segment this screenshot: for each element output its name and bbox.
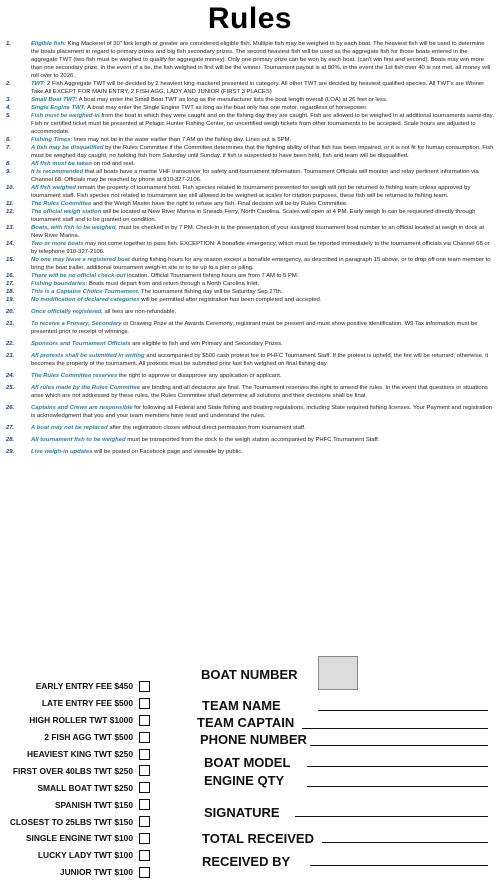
rule-body: Boats must depart from and return through a North Carolina Inlet. — [87, 281, 260, 287]
rule-lead: Once officially registered, — [31, 309, 103, 315]
rule-body: location. Official Tournament fishing hours are from 7 AM to 5 PM. — [125, 273, 299, 279]
fee-option — [0, 813, 150, 830]
rule-lead: Fish must be weighed-in — [31, 113, 100, 119]
fee-label: SINGLE ENGINE TWT $100 — [25, 833, 133, 844]
rule-number: 29. — [6, 449, 15, 455]
rule-body: The tournament fishing day will be Saturday Sep 27th. — [139, 289, 283, 295]
rule-body: must be transported from the dock to the weigh station accompanied by PHFC Tournament Staff. — [125, 437, 380, 443]
rule-number: 27. — [6, 425, 15, 431]
fee-checkbox[interactable] — [139, 867, 150, 878]
rule-item — [6, 296, 494, 304]
fee-checkbox[interactable] — [139, 715, 150, 726]
rule-text — [31, 448, 494, 456]
rule-lead: Captains and Crews are responsible — [31, 405, 133, 411]
rule-body: all fees are non-refundable. — [102, 309, 177, 315]
rule-body: and accompanied by $500 cash protest fee to PHFC Tournament Staff. If the protest is upheld, the fee will be returned; otherwise, it becomes the property of the tournament. All protests must be submitted prior last fish weighed on final fishing day. — [31, 353, 489, 367]
rule-lead: This is a Captains Choice Tournament. — [31, 289, 140, 295]
fee-label: HIGH ROLLER TWT $1000 — [29, 715, 133, 726]
rule-text — [31, 40, 494, 80]
rule-item — [6, 112, 494, 136]
rule-number: 13. — [6, 225, 15, 231]
phone-number-label: PHONE NUMBER — [200, 732, 307, 747]
fee-option — [0, 695, 150, 712]
fee-checkbox[interactable] — [139, 698, 150, 709]
boat-model-label: BOAT MODEL — [204, 755, 291, 770]
rule-lead: TWT: — [31, 81, 46, 87]
rule-item — [6, 256, 494, 272]
rule-number: 11. — [6, 201, 14, 207]
boat-number-label: BOAT NUMBER — [201, 667, 298, 682]
phone-number-line[interactable] — [310, 745, 488, 746]
boat-number-box[interactable] — [318, 656, 358, 690]
fee-checkbox[interactable] — [139, 732, 150, 743]
rule-lead: Eligible fish: — [31, 41, 67, 47]
rule-text — [31, 184, 494, 200]
rule-number: 7. — [6, 145, 11, 151]
fee-list — [0, 678, 150, 881]
rule-text — [31, 112, 494, 136]
rule-text — [31, 288, 494, 296]
rule-lead: All rules made by the Rules Committee — [31, 385, 141, 391]
rule-body: will be located at New River Marina in Sneads Ferry, North Carolina. Scales will open at 4 PM. Early weigh in can be requested directly through tournament staff and to be granted on condition. — [31, 209, 476, 223]
page-title: Rules — [207, 2, 293, 35]
rule-item — [6, 404, 494, 420]
fee-label: CLOSEST TO 25LBS TWT $150 — [9, 816, 133, 827]
team-captain-label: TEAM CAPTAIN — [197, 715, 295, 730]
rule-lead: There will be no official check-out — [31, 273, 126, 279]
fee-label: HEAVIEST KING TWT $250 — [27, 749, 133, 759]
rule-body: are eligible to fish and win Primary and Secondary Prizes. — [130, 341, 283, 347]
rule-body: during fishing hours for any reason except a bonafide emergency, as described in paragraph 15 above, or to drop off one team member to bring the boat trailer, additional tournament weigh-in site or to tie up to a pier or piling. — [31, 257, 491, 271]
rule-body: or Drawing Prize at the Awards Ceremony, registrant must be present and must show positive identification. W9 Tax information must be presented prior to receipt of winnings. — [31, 321, 478, 335]
fee-option — [0, 762, 150, 779]
rule-text — [31, 200, 494, 208]
rule-body: will be posted on Facebook page and viewable by public. — [92, 449, 243, 455]
rule-body: will be permitted after registration has been completed and accepted. — [139, 297, 322, 303]
rule-body: and the Weigh Master have the right to refuse any fish. Final decision will be by Rules Committee. — [91, 201, 348, 207]
fee-option — [0, 729, 150, 746]
rule-item — [6, 136, 494, 144]
rule-body: on rod and reel. — [91, 161, 135, 167]
fee-checkbox[interactable] — [139, 749, 150, 760]
rule-body: that all boats have a marine VHF transceiver for safety and tournament information. Tournament Officials will monitor and relay pertinent information via Channel 68. Officials may be reached by phone at 910-327-2106. — [31, 169, 479, 183]
rule-text — [31, 240, 494, 256]
rule-lead: Single Engine TWT: — [31, 105, 86, 111]
rule-lead: Boats, with fish to be weighed, — [31, 225, 118, 231]
fee-label: JUNIOR TWT $100 — [59, 867, 133, 878]
rule-item — [6, 104, 494, 112]
fee-label: EARLY ENTRY FEE $450 — [35, 681, 133, 692]
fee-label: SPANISH TWT $150 — [54, 799, 133, 810]
fee-checkbox[interactable] — [139, 681, 150, 692]
rule-lead: The official weigh station — [31, 209, 102, 215]
fee-label: 2 FISH AGG TWT $500 — [44, 732, 133, 743]
engine-qty-line[interactable] — [307, 786, 488, 787]
rule-text — [31, 320, 494, 336]
rule-body: are binding and all decisions are final. The Tournament reserves the right to amend the rules. In the event that questions or situations arise which are not addressed by these rules, the Rules Committee shall determine all solutions and their decisions shall be final. — [31, 385, 488, 399]
rule-lead: Two or more boats — [31, 241, 84, 247]
rule-text — [31, 104, 494, 112]
rule-text — [31, 96, 494, 104]
received-by-line[interactable] — [310, 865, 488, 866]
rule-item — [6, 272, 494, 280]
rule-number: 26. — [6, 405, 15, 411]
rule-number: 23. — [6, 353, 15, 359]
team-captain-line[interactable] — [302, 728, 488, 729]
fee-checkbox[interactable] — [139, 850, 150, 861]
fee-checkbox[interactable] — [139, 833, 150, 844]
rule-item — [6, 320, 494, 336]
rule-number: 16. — [6, 273, 15, 279]
rule-body: the right to approve or disapprove any application or applicant. — [117, 373, 282, 379]
rule-item — [6, 448, 494, 456]
rule-item — [6, 308, 494, 316]
rule-text — [31, 436, 494, 444]
rule-number: 8. — [6, 161, 11, 167]
rule-item — [6, 184, 494, 200]
fee-option — [0, 712, 150, 729]
rule-lead: Live weigh-in updates — [31, 449, 93, 455]
fee-label: FIRST OVER 40LBS TWT $250 — [12, 765, 133, 776]
fee-label: LATE ENTRY FEE $500 — [41, 698, 133, 709]
total-received-label: TOTAL RECEIVED — [202, 831, 314, 846]
rule-number: 25. — [6, 385, 15, 391]
rule-number: 3. — [6, 97, 11, 103]
rule-item — [6, 200, 494, 208]
rule-item — [6, 424, 494, 432]
rule-number: 2. — [6, 81, 11, 87]
fee-option — [0, 847, 150, 864]
rule-number: 24. — [6, 373, 15, 379]
rule-lead: A fish may be disqualified — [31, 145, 104, 151]
fee-option — [0, 830, 150, 847]
rule-item — [6, 96, 494, 104]
fee-checkbox[interactable] — [139, 816, 150, 827]
rule-body: A boat may enter the Single Engine TWT as long as the boat only has one motor, regardless of horsepower. — [85, 105, 368, 111]
rule-text — [31, 136, 494, 144]
rule-item — [6, 436, 494, 444]
rule-text — [31, 224, 494, 240]
registration-form — [0, 648, 500, 889]
rule-item — [6, 352, 494, 368]
rule-lead: Sponsors and Tournament Officials — [31, 341, 131, 347]
rule-text — [31, 340, 494, 348]
rule-text — [31, 384, 494, 400]
rule-number: 28. — [6, 437, 15, 443]
rule-item — [6, 168, 494, 184]
fee-option — [0, 796, 150, 813]
rule-number: 12. — [6, 209, 15, 215]
rule-number: 20. — [6, 309, 15, 315]
signature-label: SIGNATURE — [204, 805, 280, 820]
rule-body: lines may not be in the water earlier than 7 AM on the fishing day. Lines out is 5PM. — [72, 137, 292, 143]
rule-item — [6, 208, 494, 224]
rule-item — [6, 160, 494, 168]
rule-body: after the registration closes without direct permission from tournament staff. — [107, 425, 306, 431]
rule-item — [6, 340, 494, 348]
fee-option — [0, 746, 150, 763]
fee-option — [0, 864, 150, 881]
rule-number: 18. — [6, 289, 15, 295]
rule-lead: All protests shall be submitted in writing — [31, 353, 145, 359]
fee-option — [0, 779, 150, 796]
team-name-label: TEAM NAME — [202, 698, 281, 713]
rule-number: 15. — [6, 257, 15, 263]
rule-body: remain the property of tournament host. Fish species related to tournament presented for weigh will not be returned to fishing team unless approved by tournament staff. Fish species not related to tournament are still allowed to be weighed at scales for citation purposes, these fish will be returned to fishing team. — [31, 185, 471, 199]
total-received-line[interactable] — [322, 842, 488, 843]
rule-item — [6, 40, 494, 80]
rule-text — [31, 308, 494, 316]
rule-text — [31, 352, 494, 368]
rule-lead: Small Boat TWT: — [31, 97, 78, 103]
rule-body: by the Rules Committee if the Committee determines that the fighting ability of that fish has been impaired, or it is not fit for human consumption. Fish must be weighed day caught, no holding fish from Saturday until Sunday, if fish is suspected to have been held, fish and team will be disqualified. — [31, 145, 494, 159]
rule-body: 2 Fish Aggregate TWT will be decided by 2 heaviest king mackerel presented in category. All other TWT are decided by heaviest qualified species. All TWT's are Winner Take All EXCEPT FOR MAIN ENTRY, 2 FISH AGG, LADY AND JUNIOR (FIRST 3 PLACES) — [31, 81, 485, 95]
rule-lead: To receive a Primary, Secondary — [31, 321, 122, 327]
rule-number: 4. — [6, 105, 11, 111]
rule-number: 21. — [6, 321, 15, 327]
rule-text — [31, 144, 494, 160]
rule-item — [6, 224, 494, 240]
rule-text — [31, 280, 494, 288]
rule-text — [31, 80, 494, 96]
rule-number: 17. — [6, 281, 15, 287]
rule-lead: Fishing Times: — [31, 137, 73, 143]
rule-number: 10. — [6, 185, 15, 191]
rule-lead: All tournament fish to be weighed — [31, 437, 126, 443]
rule-lead: All fish must be taken — [31, 161, 92, 167]
rule-item — [6, 288, 494, 296]
engine-qty-label: ENGINE QTY — [204, 773, 285, 788]
rule-text — [31, 272, 494, 280]
rule-lead: No one may leave a registered boat — [31, 257, 130, 263]
rule-text — [31, 372, 494, 380]
rule-text — [31, 404, 494, 420]
fee-checkbox[interactable] — [139, 782, 150, 793]
rule-body: A boat may enter the Small Boat TWT as long as the manufacturer lists the boat length overall (LOA) at 26 feet or less. — [77, 97, 388, 103]
rule-item — [6, 372, 494, 380]
rule-number: 22. — [6, 341, 15, 347]
rule-number: 1. — [6, 41, 11, 47]
rule-item — [6, 384, 494, 400]
rule-number: 19. — [6, 297, 15, 303]
fee-checkbox[interactable] — [139, 799, 150, 810]
rule-item — [6, 80, 494, 96]
rule-item — [6, 240, 494, 256]
rule-body: may not come together to pass fish. EXCEPTION: A bonafide emergency, which must be reported immediately to the tournament officials via Channel 68 or by telephone 910-327-2106. — [31, 241, 490, 255]
fee-checkbox[interactable] — [139, 765, 150, 776]
team-name-line[interactable] — [318, 710, 488, 711]
rule-number: 6. — [6, 137, 11, 143]
rule-text — [31, 296, 494, 304]
rule-lead: Fishing boundaries: — [31, 281, 88, 287]
fee-label: LUCKY LADY TWT $100 — [37, 850, 133, 861]
fee-option — [0, 678, 150, 695]
rule-item — [6, 280, 494, 288]
rule-lead: A boat may not be replaced — [31, 425, 108, 431]
rules-list — [6, 40, 494, 456]
fee-label: SMALL BOAT TWT $250 — [37, 782, 133, 793]
rule-body: from the boat in which they were caught and on the fishing day they are caught. Fish are allowed to be weighed in at additional tournaments same day. Fish or certified ticket must be presented at Pelagic Hunter Fishing Center, no uncertified weigh tickets from other tournaments to be accepted. Scale hours are adjusted to accommodate. — [31, 113, 494, 135]
rule-lead: The Rules Committee — [31, 201, 92, 207]
rule-lead: The Rules Committee reserves — [31, 373, 118, 379]
received-by-label: RECEIVED BY — [202, 854, 291, 869]
rule-text — [31, 160, 494, 168]
rule-number: 5. — [6, 113, 11, 119]
rule-number: 14. — [6, 241, 15, 247]
rule-lead: No modification of declared categories — [31, 297, 140, 303]
rule-body: King Mackerel of 30" fork length or greater are considered eligible fish. Multiple fish may be weighed in by each boat. The heaviest fish will be used to determine the boats placement in regard to primary prizes and big fish secondary prizes. The second heaviest fish will be used as the aggregate fish for those boats entered in the aggregate TWT (two fish must be weighed to qualify for aggregate money). Only one primary prize can be won by each boat. (can't win first and second). Boats may win more than one secondary prize. In the event of a tie, the fish weighed in first will be the winner. Tournament payout is at 80%, in the event the 1st fish over 40 is not met, all money will roll over to 2026. — [31, 41, 491, 79]
rule-body: for following all Federal and State fishing and boating regulations, including State required fishing licenses. Your Payment and registration is acknowledgment that you and your team members have read and understand the rules. — [31, 405, 493, 419]
signature-line[interactable] — [295, 816, 488, 817]
boat-model-line[interactable] — [307, 766, 488, 767]
rule-number: 9. — [6, 169, 11, 175]
rule-text — [31, 168, 494, 184]
rule-lead: All fish weighed — [31, 185, 76, 191]
rule-text — [31, 424, 494, 432]
rule-text — [31, 256, 494, 272]
rule-body: must be checked in by 7 PM. Check-in is the presentation of your assigned tournament boat number to an official located at weigh in dock at New River Marina. — [31, 225, 485, 239]
rule-lead: It is recommended — [31, 169, 84, 175]
rule-item — [6, 144, 494, 160]
rule-text — [31, 208, 494, 224]
